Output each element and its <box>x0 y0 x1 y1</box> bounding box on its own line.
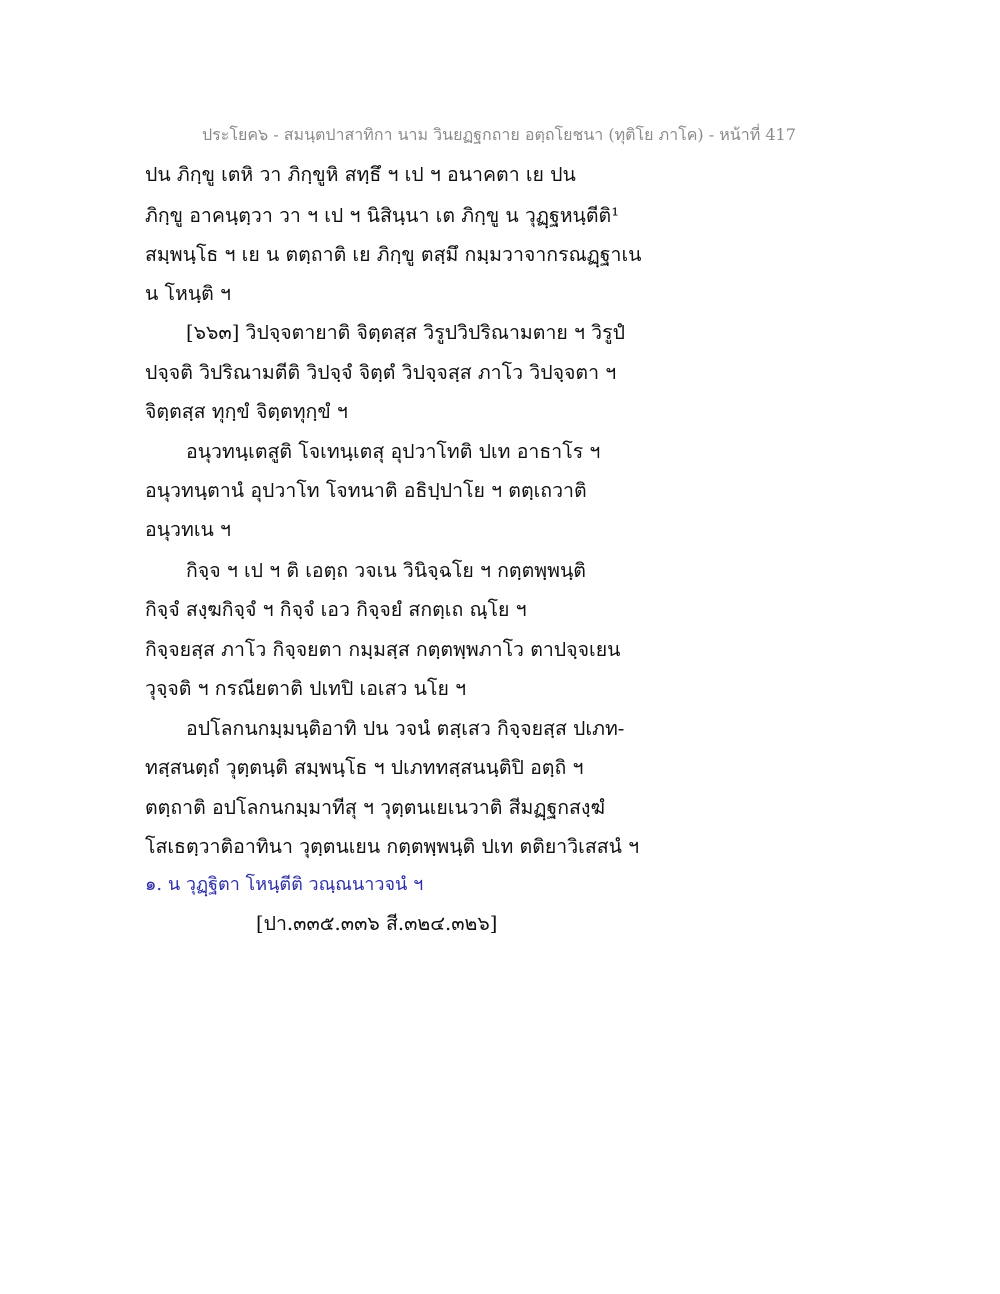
text-line: อปโลกนกมฺมนฺติอาทิ ปน วจนํ ตสฺเสว กิจฺจยสฺส ปเภท- <box>186 717 625 740</box>
text-line: ภิกฺขู อาคนฺตฺวา วา ฯ เป ฯ นิสินฺนา เต ภิกฺขู น วุฏฺฐหนฺตีติ¹ <box>145 204 620 227</box>
text-line: โสเธตฺวาติอาทินา วุตฺตนเยน กตฺตพฺพนฺติ ปเท ตติยาวิเสสนํ ฯ <box>145 835 640 858</box>
text-line: กิจฺจยสฺส ภาโว กิจฺจยตา กมฺมสฺส กตฺตพฺพภาโว ตาปจฺจเยน <box>145 638 621 661</box>
text-line: อนุวทเน ฯ <box>145 518 231 541</box>
text-line: จิตฺตสฺส ทุกฺขํ จิตฺตทุกฺขํ ฯ <box>145 400 348 423</box>
page-header: ประโยค๖ - สมนฺตปาสาทิกา นาม วินยฏฐกถาย อตฺถโยชนา (ทุติโย ภาโค) - หน้าที่ 417 <box>202 125 796 144</box>
text-line: น โหนฺติ ฯ <box>145 282 231 305</box>
page-reference: [ปา.๓๓๕.๓๓๖ สี.๓๒๔.๓๒๖] <box>256 912 498 935</box>
footnote: ๑. น วุฏฺฐิตา โหนฺตีติ วณฺณนาวจนํ ฯ <box>145 874 424 895</box>
text-line: อนุวทนฺเตสูติ โจเทนฺเตสุ อุปวาโทติ ปเท อาธาโร ฯ <box>186 440 601 463</box>
text-line: สมฺพนฺโธ ฯ เย น ตตฺถาติ เย ภิกฺขู ตสฺมึ กมฺมวาจากรณฏฺฐาเน <box>145 243 642 266</box>
text-line: วุจฺจติ ฯ กรณียตาติ ปเทปิ เอเสว นโย ฯ <box>145 677 467 700</box>
text-line: ตตฺถาติ อปโลกนกมฺมาทีสุ ฯ วุตฺตนเยเนวาติ สีมฏฺฐกสงฺฆํ <box>145 796 605 819</box>
text-line: ปน ภิกฺขู เตหิ วา ภิกฺขูหิ สทฺธึ ฯ เป ฯ อนาคตา เย ปน <box>145 163 576 186</box>
text-line: ทสฺสนตฺถํ วุตฺตนฺติ สมฺพนฺโธ ฯ ปเภททสฺสนนฺติปิ อตฺถิ ฯ <box>145 756 584 779</box>
text-line: กิจฺจ ฯ เป ฯ ติ เอตฺถ วจเน วินิจฺฉโย ฯ กตฺตพฺพนฺติ <box>186 559 586 582</box>
text-line: [๖๖๓] วิปจฺจตายาติ จิตฺตสฺส วิรูปวิปริณามตาย ฯ วิรูปํ <box>186 321 625 344</box>
text-line: ปจฺจติ วิปริณามตีติ วิปจฺจํ จิตฺตํ วิปจฺจสฺส ภาโว วิปจฺจตา ฯ <box>145 361 617 384</box>
text-line: กิจฺจํ สงฺฆกิจฺจํ ฯ กิจฺจํ เอว กิจฺจยํ สกตฺเถ ณฺโย ฯ <box>145 598 527 621</box>
text-line: อนุวทนฺตานํ อุปวาโท โจทนาติ อธิปฺปาโย ฯ ตตฺเถวาติ <box>145 479 587 502</box>
